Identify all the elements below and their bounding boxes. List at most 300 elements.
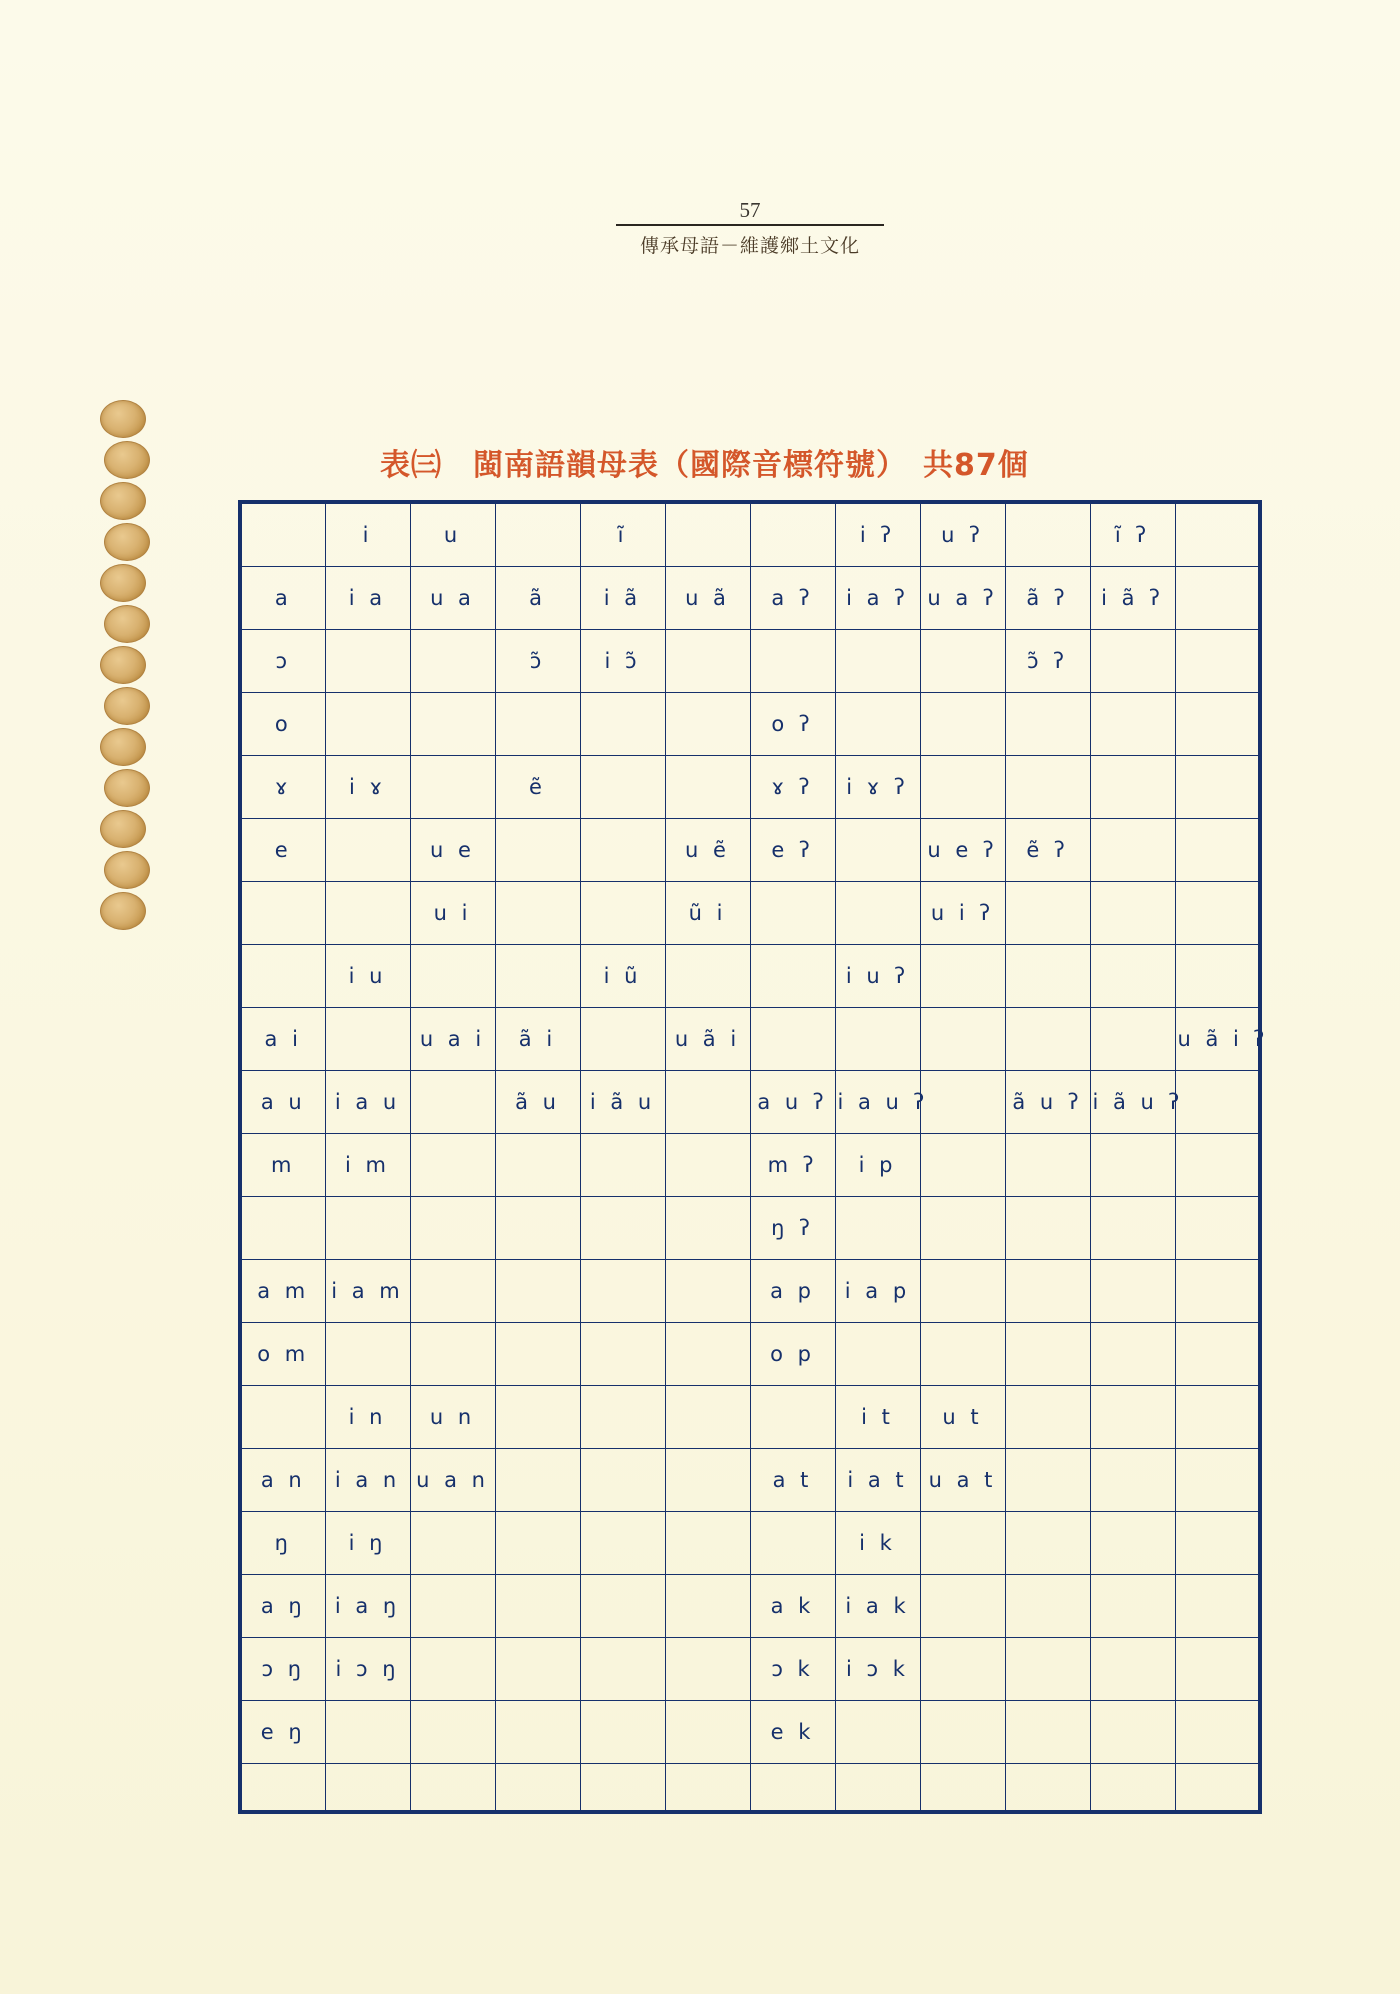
table-cell [920, 1134, 1005, 1197]
table-cell [410, 1134, 495, 1197]
table-cell [920, 1386, 1005, 1449]
coin-icon [100, 892, 146, 930]
table-cell [240, 882, 325, 945]
table-cell [325, 1638, 410, 1701]
cell-text: o m [257, 1342, 310, 1366]
table-cell [410, 567, 495, 630]
coin-icon [100, 564, 146, 602]
cell-text: e ŋ [260, 1720, 306, 1744]
table-cell [410, 1071, 495, 1134]
table-cell [665, 1323, 750, 1386]
table-cell [835, 630, 920, 693]
table-cell [240, 1134, 325, 1197]
cell-text: ɔ̃ ʔ [1027, 649, 1068, 673]
coin-icon [100, 646, 146, 684]
table-cell [1090, 819, 1175, 882]
table-cell [920, 567, 1005, 630]
table-cell [580, 693, 665, 756]
table-cell [920, 882, 1005, 945]
table-cell [750, 567, 835, 630]
cell-text: a t [772, 1468, 813, 1492]
table-cell [665, 1512, 750, 1575]
coin-icon [100, 810, 146, 848]
table-cell [1005, 756, 1090, 819]
cell-text: i ã u ʔ [1092, 1090, 1184, 1114]
table-cell [410, 1386, 495, 1449]
table-cell [1090, 630, 1175, 693]
table-cell [1175, 1323, 1260, 1386]
table-cell [240, 693, 325, 756]
table-row [240, 1134, 1260, 1197]
table-cell [1175, 502, 1260, 567]
coin-icon [104, 851, 150, 889]
table-cell [410, 819, 495, 882]
table-cell [665, 1008, 750, 1071]
table-cell [1090, 1386, 1175, 1449]
table-cell [410, 1512, 495, 1575]
table-cell [580, 1134, 665, 1197]
cell-text: u ã [685, 586, 730, 610]
table-cell [1175, 945, 1260, 1008]
cell-text: ã i [518, 1027, 557, 1051]
table-cell [1175, 756, 1260, 819]
cell-text: i k [859, 1531, 896, 1555]
table-cell [410, 1575, 495, 1638]
table-cell [665, 1134, 750, 1197]
table-cell [325, 1071, 410, 1134]
table-cell [1005, 1008, 1090, 1071]
table-cell [1175, 1260, 1260, 1323]
table-cell [835, 882, 920, 945]
table-cell [1090, 1260, 1175, 1323]
table-cell [1175, 1701, 1260, 1764]
coin-icon [104, 441, 150, 479]
cell-text: ã u [515, 1090, 560, 1114]
table-row [240, 1071, 1260, 1134]
table-cell [410, 1764, 495, 1813]
table-cell [325, 1008, 410, 1071]
table-row [240, 630, 1260, 693]
table-cell [580, 630, 665, 693]
running-title: 傳承母語－維護鄉土文化 [639, 235, 860, 257]
cell-text: i ɤ ʔ [846, 775, 909, 799]
cell-text: u [443, 523, 462, 547]
page-number: 57 [739, 198, 761, 222]
table-cell [750, 1386, 835, 1449]
coin-icon [104, 769, 150, 807]
table-cell [665, 1638, 750, 1701]
table-cell [240, 1575, 325, 1638]
cell-text: i a t [847, 1468, 908, 1492]
cell-text: i ã ʔ [1101, 586, 1164, 610]
table-cell [920, 1764, 1005, 1813]
table-cell [1090, 1701, 1175, 1764]
coin-icon [100, 482, 146, 520]
cell-text: i ʔ [859, 523, 896, 547]
table-cell [750, 1512, 835, 1575]
cell-text: u a ʔ [927, 586, 998, 610]
cell-text: u ẽ [685, 838, 730, 862]
cell-text: a i [264, 1027, 302, 1051]
table-cell [665, 1449, 750, 1512]
table-cell [835, 567, 920, 630]
cell-text: i a [348, 586, 387, 610]
table-cell [1175, 693, 1260, 756]
cell-text: u i ʔ [930, 901, 995, 925]
table-cell [240, 945, 325, 1008]
table-cell [750, 1071, 835, 1134]
table-cell [920, 1071, 1005, 1134]
table-cell [410, 1449, 495, 1512]
table-cell [410, 1323, 495, 1386]
table-cell [750, 945, 835, 1008]
table-cell [1005, 1575, 1090, 1638]
table-cell [325, 567, 410, 630]
cell-text: ã u ʔ [1012, 1090, 1083, 1114]
table-cell [1005, 1386, 1090, 1449]
cell-text: i ɤ [348, 775, 387, 799]
cell-text: i a ʔ [846, 586, 909, 610]
cell-text: ɔ k [771, 1657, 814, 1681]
table-cell [410, 945, 495, 1008]
table-cell [835, 1386, 920, 1449]
table-cell [1005, 882, 1090, 945]
cell-text: ã ʔ [1026, 586, 1069, 610]
cell-text: i a p [844, 1279, 911, 1303]
table-cell [580, 1197, 665, 1260]
cell-text: a ŋ [260, 1594, 306, 1618]
table-cell [580, 756, 665, 819]
table-cell [495, 630, 580, 693]
table-cell [1090, 1197, 1175, 1260]
cell-text: o p [770, 1342, 815, 1366]
table-row [240, 1638, 1260, 1701]
table-cell [1090, 502, 1175, 567]
table-cell [665, 945, 750, 1008]
vowel-table [238, 500, 1269, 1814]
table-cell [1005, 1764, 1090, 1813]
cell-text: i ɔ k [846, 1657, 909, 1681]
table-cell [325, 1701, 410, 1764]
cell-text: u a n [416, 1468, 489, 1492]
vowel-table-container [238, 500, 1269, 1814]
table-cell [580, 1386, 665, 1449]
table-cell [580, 1008, 665, 1071]
table-cell [240, 1701, 325, 1764]
table-cell [495, 1323, 580, 1386]
table-cell [1175, 1071, 1260, 1134]
table-cell [325, 502, 410, 567]
cell-text: ɔ ŋ [261, 1657, 306, 1681]
table-cell [325, 945, 410, 1008]
table-cell [835, 1197, 920, 1260]
table-cell [920, 1701, 1005, 1764]
table-cell [1005, 693, 1090, 756]
table-cell [580, 1764, 665, 1813]
table-cell [1090, 1323, 1175, 1386]
table-row [240, 1323, 1260, 1386]
table-cell [495, 1512, 580, 1575]
table-cell [665, 630, 750, 693]
table-cell [495, 1764, 580, 1813]
table-cell [325, 1575, 410, 1638]
table-cell [495, 1071, 580, 1134]
table-cell [665, 819, 750, 882]
cell-text: u ã i [674, 1027, 741, 1051]
table-cell [665, 567, 750, 630]
table-cell [495, 1701, 580, 1764]
table-cell [835, 1008, 920, 1071]
table-cell [1005, 1323, 1090, 1386]
table-cell [1175, 1638, 1260, 1701]
table-cell [835, 819, 920, 882]
table-cell [410, 756, 495, 819]
table-cell [835, 502, 920, 567]
table-cell [1175, 1197, 1260, 1260]
table-cell [240, 567, 325, 630]
table-cell [835, 1512, 920, 1575]
table-cell [580, 567, 665, 630]
cell-text: a m [257, 1279, 310, 1303]
table-cell [750, 1764, 835, 1813]
table-cell [495, 1449, 580, 1512]
table-row [240, 756, 1260, 819]
table-cell [580, 1449, 665, 1512]
cell-text: i ŋ [348, 1531, 387, 1555]
table-cell [580, 1071, 665, 1134]
table-cell [750, 1575, 835, 1638]
table-cell [240, 1071, 325, 1134]
table-cell [1005, 567, 1090, 630]
cell-text: u e [430, 838, 475, 862]
table-cell [580, 1638, 665, 1701]
table-cell [750, 1638, 835, 1701]
table-cell [665, 1071, 750, 1134]
table-cell [665, 882, 750, 945]
table-cell [410, 1638, 495, 1701]
table-cell [495, 756, 580, 819]
table-cell [410, 1701, 495, 1764]
coin-icon [100, 728, 146, 766]
table-cell [920, 756, 1005, 819]
cell-text: ŋ ʔ [771, 1216, 814, 1240]
table-cell [1090, 756, 1175, 819]
table-cell [1090, 1071, 1184, 1134]
table-cell [1005, 819, 1090, 882]
cell-text: ɔ [275, 649, 292, 673]
table-cell [580, 819, 665, 882]
table-cell [835, 1638, 920, 1701]
table-cell [750, 1260, 835, 1323]
cell-text: ẽ [529, 775, 546, 799]
table-row [240, 945, 1260, 1008]
table-cell [1175, 882, 1260, 945]
table-cell [325, 1764, 410, 1813]
table-cell [240, 1449, 325, 1512]
cell-text: o [274, 712, 292, 736]
table-cell [920, 1575, 1005, 1638]
table-row [240, 567, 1260, 630]
table-row [240, 693, 1260, 756]
table-cell [325, 1386, 410, 1449]
table-cell [1005, 945, 1090, 1008]
coin-decoration-strip [100, 400, 152, 933]
table-cell [240, 756, 325, 819]
table-row [240, 1512, 1260, 1575]
table-cell [920, 1512, 1005, 1575]
table-cell [835, 945, 920, 1008]
cell-text: i ɔ̃ [604, 649, 641, 673]
coin-icon [104, 605, 150, 643]
cell-text: ĩ ʔ [1114, 523, 1151, 547]
cell-text: a k [770, 1594, 815, 1618]
table-cell [920, 1260, 1005, 1323]
table-cell [920, 693, 1005, 756]
table-row [240, 1764, 1260, 1813]
table-cell [750, 693, 835, 756]
table-cell [495, 1386, 580, 1449]
table-row [240, 1386, 1260, 1449]
table-cell [580, 945, 665, 1008]
cell-text: u a t [928, 1468, 997, 1492]
table-cell [580, 1575, 665, 1638]
cell-text: a n [260, 1468, 306, 1492]
coin-icon [104, 687, 150, 725]
table-cell [410, 1197, 495, 1260]
table-cell [580, 882, 665, 945]
table-cell [1005, 1260, 1090, 1323]
cell-text: ĩ [617, 523, 628, 547]
table-cell [240, 1638, 325, 1701]
cell-text: u ã i ʔ [1177, 1027, 1269, 1051]
table-cell [495, 882, 580, 945]
cell-text: i m [345, 1153, 390, 1177]
table-cell [665, 1386, 750, 1449]
cell-text: i ũ [603, 964, 642, 988]
table-cell [410, 882, 495, 945]
table-cell [665, 1701, 750, 1764]
table-cell [665, 693, 750, 756]
table-row [240, 1260, 1260, 1323]
cell-text: i a u [334, 1090, 401, 1114]
table-cell [325, 1134, 410, 1197]
page-header [610, 200, 890, 258]
table-cell [325, 1260, 410, 1323]
table-row [240, 1197, 1260, 1260]
table-cell [1090, 567, 1175, 630]
cell-text: ɤ ʔ [771, 775, 814, 799]
table-cell [410, 693, 495, 756]
table-cell [240, 1512, 325, 1575]
table-cell [410, 1008, 495, 1071]
table-cell [665, 1260, 750, 1323]
table-cell [750, 756, 835, 819]
table-cell [495, 693, 580, 756]
vowel-table-body [240, 502, 1269, 1812]
table-cell [1175, 819, 1260, 882]
table-cell [495, 819, 580, 882]
table-cell [1090, 1638, 1175, 1701]
table-cell [410, 630, 495, 693]
table-cell [325, 882, 410, 945]
table-cell [920, 1008, 1005, 1071]
table-row [240, 1008, 1260, 1071]
table-cell [495, 1575, 580, 1638]
cell-text: a [274, 586, 292, 610]
cell-text: e k [770, 1720, 815, 1744]
cell-text: ũ i [688, 901, 727, 925]
table-cell [240, 630, 325, 693]
table-cell [495, 1197, 580, 1260]
cell-text: u t [942, 1405, 983, 1429]
table-cell [920, 819, 1005, 882]
coin-icon [100, 400, 146, 438]
cell-text: u a i [419, 1027, 486, 1051]
table-cell [835, 1764, 920, 1813]
table-cell [240, 502, 325, 567]
table-cell [1175, 1008, 1269, 1071]
table-row [240, 1701, 1260, 1764]
table-cell [750, 1449, 835, 1512]
cell-text: u ʔ [941, 523, 984, 547]
cell-text: a p [770, 1279, 815, 1303]
table-cell [750, 882, 835, 945]
table-cell [920, 1638, 1005, 1701]
table-cell [1005, 630, 1090, 693]
cell-text: e [274, 838, 292, 862]
cell-text: m ʔ [767, 1153, 818, 1177]
table-cell [240, 1386, 325, 1449]
table-cell [240, 819, 325, 882]
cell-text: u a [430, 586, 475, 610]
table-cell [835, 693, 920, 756]
table-cell [750, 1134, 835, 1197]
table-cell [835, 756, 920, 819]
table-cell [835, 1071, 929, 1134]
table-cell [750, 1008, 835, 1071]
table-cell [835, 1134, 920, 1197]
table-cell [665, 1764, 750, 1813]
table-cell [1175, 567, 1260, 630]
table-cell [325, 819, 410, 882]
table-cell [325, 1197, 410, 1260]
cell-text: i u ʔ [845, 964, 910, 988]
table-cell [835, 1701, 920, 1764]
table-cell [495, 1638, 580, 1701]
table-cell [1090, 693, 1175, 756]
cell-text: ŋ [274, 1531, 292, 1555]
table-cell [325, 756, 410, 819]
table-cell [1175, 1512, 1260, 1575]
table-cell [1005, 1071, 1090, 1134]
table-cell [1090, 1449, 1175, 1512]
table-cell [1005, 502, 1090, 567]
cell-text: a u [260, 1090, 306, 1114]
table-cell [1175, 1449, 1260, 1512]
cell-text: ɤ [274, 775, 292, 799]
table-cell [495, 1134, 580, 1197]
coin-icon [104, 523, 150, 561]
cell-text: a u ʔ [757, 1090, 828, 1114]
table-cell [495, 945, 580, 1008]
table-cell [580, 1512, 665, 1575]
cell-text: i n [348, 1405, 387, 1429]
table-cell [750, 1323, 835, 1386]
table-cell [240, 1008, 325, 1071]
table-cell [1090, 945, 1175, 1008]
table-cell [1175, 1386, 1260, 1449]
table-cell [325, 1449, 410, 1512]
